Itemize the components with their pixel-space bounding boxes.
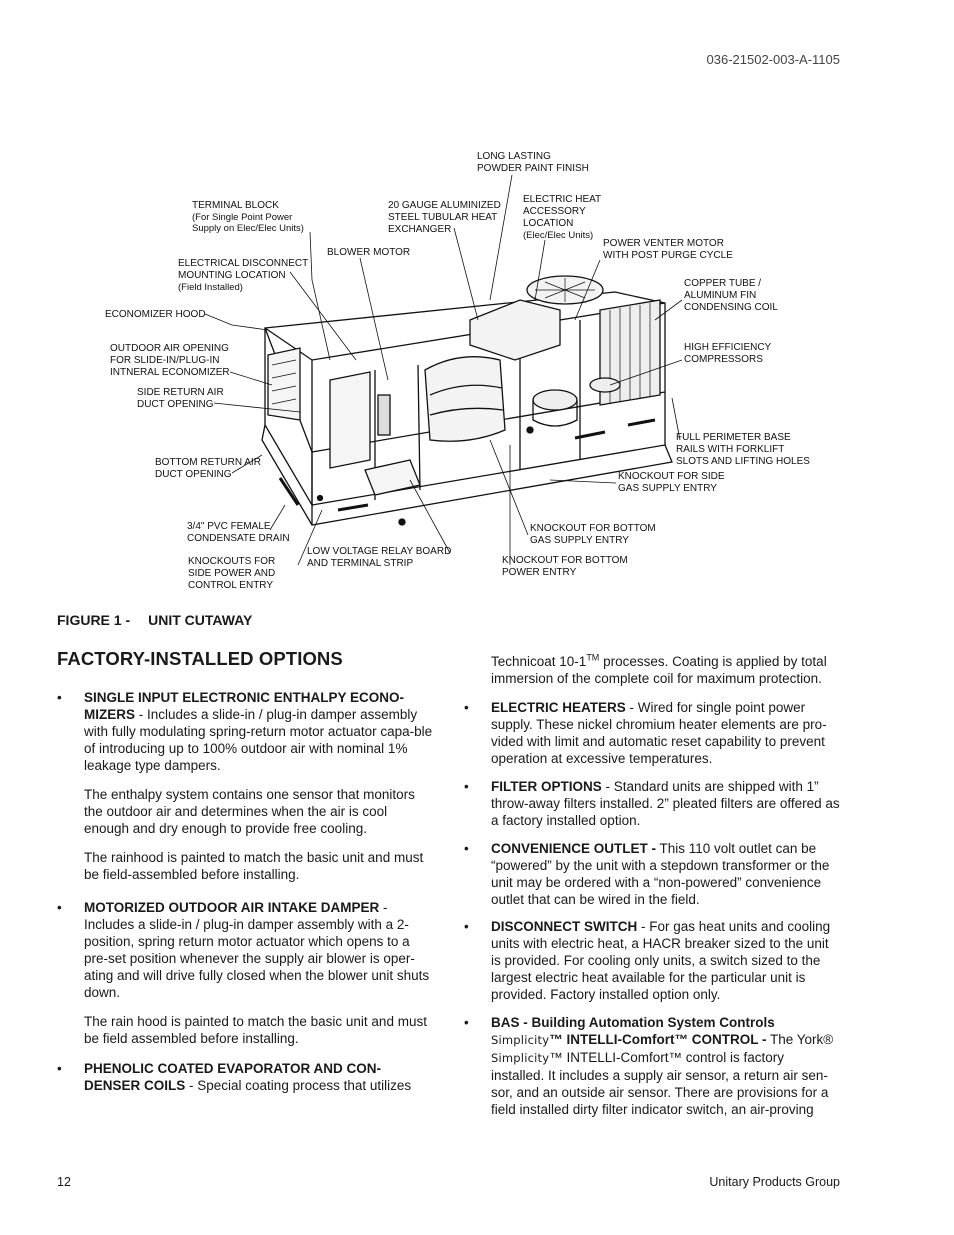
label-side-gas-knockout-2: GAS SUPPLY ENTRY bbox=[618, 483, 717, 494]
option-title: FILTER OPTIONS bbox=[491, 779, 602, 794]
svg-text:HIGH EFFICIENCYCOMPRESSORS bbox=[684, 342, 772, 365]
label-outdoor-air-3: INTNERAL ECONOMIZER bbox=[110, 367, 230, 378]
option-text: The York® bbox=[766, 1032, 834, 1047]
label-side-power-knockouts: KNOCKOUTS FOR bbox=[188, 556, 276, 567]
svg-text:KNOCKOUT FOR BOTTOMPOWER ENTRY bbox=[502, 555, 628, 578]
option-enthalpy-economizer bbox=[57, 689, 434, 883]
label-base-rails: FULL PERIMETER BASE bbox=[676, 432, 791, 443]
bullet: • bbox=[57, 690, 62, 705]
label-condensing-coil: COPPER TUBE / bbox=[684, 278, 762, 289]
option-text: - Includes a slide-in / plug-in damper assembly with a 2-position, spring return motor actuator which opens to a pre-set position whenever the supply air blower is oper-ating and will drive fully closed when the blower unit shuts down. bbox=[84, 900, 430, 1000]
option-text: - Wired for single point power supply. These nickel chromium heater elements are pro-vided with limit and automatic reset capability to prevent operation at excessive temperatures. bbox=[491, 700, 827, 766]
bullet: • bbox=[57, 1061, 62, 1076]
trademark-sup: TM bbox=[586, 652, 600, 663]
svg-text:OUTDOOR AIR OPENINGFOR SLIDE-I bbox=[110, 343, 230, 378]
label-condensing-coil-2: ALUMINUM FIN bbox=[684, 290, 757, 301]
svg-text:ELECTRICAL DISCONNECTMOUNTING bbox=[178, 258, 308, 293]
option-disconnect-switch bbox=[464, 918, 841, 1003]
option-title: CONVENIENCE OUTLET - bbox=[491, 841, 657, 856]
document-number: 036-21502-003-A-1105 bbox=[706, 52, 840, 67]
label-side-power-knockouts-2: SIDE POWER AND bbox=[188, 568, 276, 579]
page-number: 12 bbox=[57, 1175, 71, 1189]
caption-title: UNIT CUTAWAY bbox=[148, 612, 253, 628]
svg-text:POWER VENTER MOTORWITH POST PU bbox=[603, 238, 733, 261]
label-electrical-disconnect-2: MOUNTING LOCATION bbox=[178, 270, 286, 281]
label-long-lasting-2: POWDER PAINT FINISH bbox=[477, 163, 589, 174]
option-title: PHENOLIC COATED EVAPORATOR AND CON-DENSER COILS bbox=[84, 1061, 382, 1093]
svg-text:LOW VOLTAGE RELAY BOARDAND TER bbox=[307, 546, 451, 569]
label-bottom-gas-knockout-2: GAS SUPPLY ENTRY bbox=[530, 535, 629, 546]
option-phenolic-coils bbox=[57, 1060, 434, 1094]
label-bottom-power-knockout-2: POWER ENTRY bbox=[502, 567, 577, 578]
svg-text:SIDE RETURN AIRDUCT OPENING bbox=[137, 387, 224, 410]
option-electric-heaters bbox=[464, 699, 841, 767]
svg-text:ELECTRIC HEATACCESSORYLOCATION bbox=[523, 194, 601, 241]
label-power-venter-2: WITH POST PURGE CYCLE bbox=[603, 250, 733, 261]
label-terminal-block-2: (For Single Point Power bbox=[192, 212, 293, 223]
option-title-2: ™ INTELLI-Comfort™ CONTROL - bbox=[549, 1032, 767, 1047]
label-relay-board-2: AND TERMINAL STRIP bbox=[307, 558, 414, 569]
option-text: - Standard units are shipped with 1” throw-away filters installed. 2” pleated filters are offered as a factory installed option. bbox=[491, 779, 840, 828]
bullet: • bbox=[464, 841, 469, 856]
option-paragraph: The rain hood is painted to match the basic unit and must be field assembled before installing. bbox=[84, 1014, 427, 1046]
option-title: BAS - Building Automation System Controls bbox=[491, 1015, 775, 1030]
svg-text:KNOCKOUT FOR SIDEGAS SUPPLY EN bbox=[618, 471, 725, 494]
label-condensate-drain-2: CONDENSATE DRAIN bbox=[187, 533, 290, 544]
option-text: - For gas heat units and cooling units with electric heat, a HACR breaker sized to the unit is provided. For cooling only units, a switch sized to the largest electric heat available for the particular unit is provided. Factory installed option only. bbox=[491, 919, 831, 1002]
option-title: ELECTRIC HEATERS bbox=[491, 700, 626, 715]
label-bottom-power-knockout: KNOCKOUT FOR BOTTOM bbox=[502, 555, 628, 566]
section-title: FACTORY-INSTALLED OPTIONS bbox=[57, 648, 343, 669]
unit-illustration bbox=[262, 276, 672, 525]
label-electrical-disconnect: ELECTRICAL DISCONNECT bbox=[178, 258, 309, 269]
option-title: MOTORIZED OUTDOOR AIR INTAKE DAMPER bbox=[84, 900, 380, 915]
svg-text:BOTTOM RETURN AIRDUCT OPENING bbox=[155, 457, 261, 480]
option-title: SINGLE INPUT ELECTRONIC ENTHALPY ECONO-MIZERS bbox=[84, 690, 405, 722]
bullet: • bbox=[57, 900, 62, 915]
label-side-power-knockouts-3: CONTROL ENTRY bbox=[188, 580, 274, 591]
unit-cutaway-figure bbox=[100, 140, 820, 600]
continued-text: Technicoat 10-1 bbox=[491, 654, 587, 669]
label-blower-motor: BLOWER MOTOR bbox=[327, 247, 411, 258]
label-outdoor-air-2: FOR SLIDE-IN/PLUG-IN bbox=[110, 355, 220, 366]
option-paragraph: The rainhood is painted to match the basic unit and must be field-assembled before installing. bbox=[84, 850, 424, 882]
simplicity-logo: Simplicity bbox=[491, 1033, 550, 1047]
option-filter bbox=[464, 778, 841, 829]
bullet: • bbox=[464, 1015, 469, 1030]
label-condensate-drain: 3/4" PVC FEMALE bbox=[187, 521, 271, 532]
option-continuation bbox=[491, 653, 841, 687]
label-electric-heat-4: (Elec/Elec Units) bbox=[523, 230, 594, 241]
label-heat-exchanger-2: STEEL TUBULAR HEAT bbox=[388, 212, 498, 223]
option-text-2: ™ INTELLI-Comfort™ control is factory installed. It includes a supply air sensor, a return air sen-sor, and an outside air sensor. There are provisions for a field installed dirty filter indicator switch, an air-proving bbox=[491, 1050, 829, 1117]
svg-text:KNOCKOUT FOR BOTTOMGAS SUPPLY bbox=[530, 523, 656, 546]
label-bottom-return: BOTTOM RETURN AIR bbox=[155, 457, 261, 468]
svg-text:TERMINAL BLOCK(For Single Poin bbox=[192, 200, 304, 234]
svg-text:20 GAUGE ALUMINIZEDSTEEL TUBUL bbox=[388, 200, 501, 235]
option-text: - Includes a slide-in / plug-in damper assembly with fully modulating spring-return motor actuator capa-ble of introducing up to 100% outdoor air with nominal 1% leakage type dampers. bbox=[84, 707, 433, 773]
figure-caption bbox=[57, 612, 252, 628]
publisher: Unitary Products Group bbox=[709, 1175, 840, 1189]
svg-text:3/4" PVC FEMALECONDENSATE DRAI bbox=[187, 521, 290, 544]
option-convenience-outlet bbox=[464, 840, 841, 908]
continued-text-2: processes. Coating is applied by total immersion of the complete coil for maximum protection. bbox=[491, 654, 827, 686]
option-motorized-damper bbox=[57, 899, 434, 1047]
label-outdoor-air: OUTDOOR AIR OPENING bbox=[110, 343, 229, 354]
option-text: This 110 volt outlet can be “powered” by the unit with a stepdown transformer or the unit may be ordered with a “non-powered” convenience outlet that can be wired in the field. bbox=[491, 841, 830, 907]
svg-text:KNOCKOUTS FORSIDE POWER ANDCON bbox=[188, 556, 275, 591]
label-economizer-hood: ECONOMIZER HOOD bbox=[105, 309, 206, 320]
label-bottom-gas-knockout: KNOCKOUT FOR BOTTOM bbox=[530, 523, 656, 534]
label-heat-exchanger: 20 GAUGE ALUMINIZED bbox=[388, 200, 501, 211]
label-side-gas-knockout: KNOCKOUT FOR SIDE bbox=[618, 471, 725, 482]
label-compressors-2: COMPRESSORS bbox=[684, 354, 763, 365]
bullet: • bbox=[464, 779, 469, 794]
label-relay-board: LOW VOLTAGE RELAY BOARD bbox=[307, 546, 452, 557]
label-condensing-coil-3: CONDENSING COIL bbox=[684, 302, 778, 313]
option-paragraph: The enthalpy system contains one sensor that monitors the outdoor air and determines when the air is cool enough and dry enough to provide free cooling. bbox=[84, 787, 415, 836]
label-long-lasting: LONG LASTING bbox=[477, 151, 551, 162]
svg-text:LONG LASTINGPOWDER PAINT FINIS bbox=[477, 151, 589, 174]
label-base-rails-2: RAILS WITH FORKLIFT bbox=[676, 444, 785, 455]
label-electric-heat-3: LOCATION bbox=[523, 218, 574, 229]
unit-cutaway-drawing bbox=[100, 140, 820, 600]
bullet: • bbox=[464, 700, 469, 715]
caption-number: FIGURE 1 - bbox=[57, 612, 131, 628]
svg-text:FULL PERIMETER BASERAILS WITH bbox=[676, 432, 810, 467]
option-text: - Special coating process that utilizes bbox=[185, 1078, 412, 1093]
label-electric-heat: ELECTRIC HEAT bbox=[523, 194, 602, 205]
label-side-return: SIDE RETURN AIR bbox=[137, 387, 224, 398]
option-bas-controls bbox=[464, 1014, 841, 1118]
bullet: • bbox=[464, 919, 469, 934]
label-terminal-block: TERMINAL BLOCK bbox=[192, 200, 279, 211]
label-electrical-disconnect-3: (Field Installed) bbox=[178, 282, 243, 293]
simplicity-logo: Simplicity bbox=[491, 1051, 550, 1065]
label-side-return-2: DUCT OPENING bbox=[137, 399, 214, 410]
label-base-rails-3: SLOTS AND LIFTING HOLES bbox=[676, 456, 810, 467]
label-power-venter: POWER VENTER MOTOR bbox=[603, 238, 724, 249]
label-compressors: HIGH EFFICIENCY bbox=[684, 342, 772, 353]
label-terminal-block-3: Supply on Elec/Elec Units) bbox=[192, 223, 304, 234]
label-electric-heat-2: ACCESSORY bbox=[523, 206, 586, 217]
label-bottom-return-2: DUCT OPENING bbox=[155, 469, 232, 480]
option-title: DISCONNECT SWITCH bbox=[491, 919, 638, 934]
svg-text:COPPER TUBE /ALUMINUM FINCONDE bbox=[684, 278, 778, 313]
label-heat-exchanger-3: EXCHANGER bbox=[388, 224, 452, 235]
